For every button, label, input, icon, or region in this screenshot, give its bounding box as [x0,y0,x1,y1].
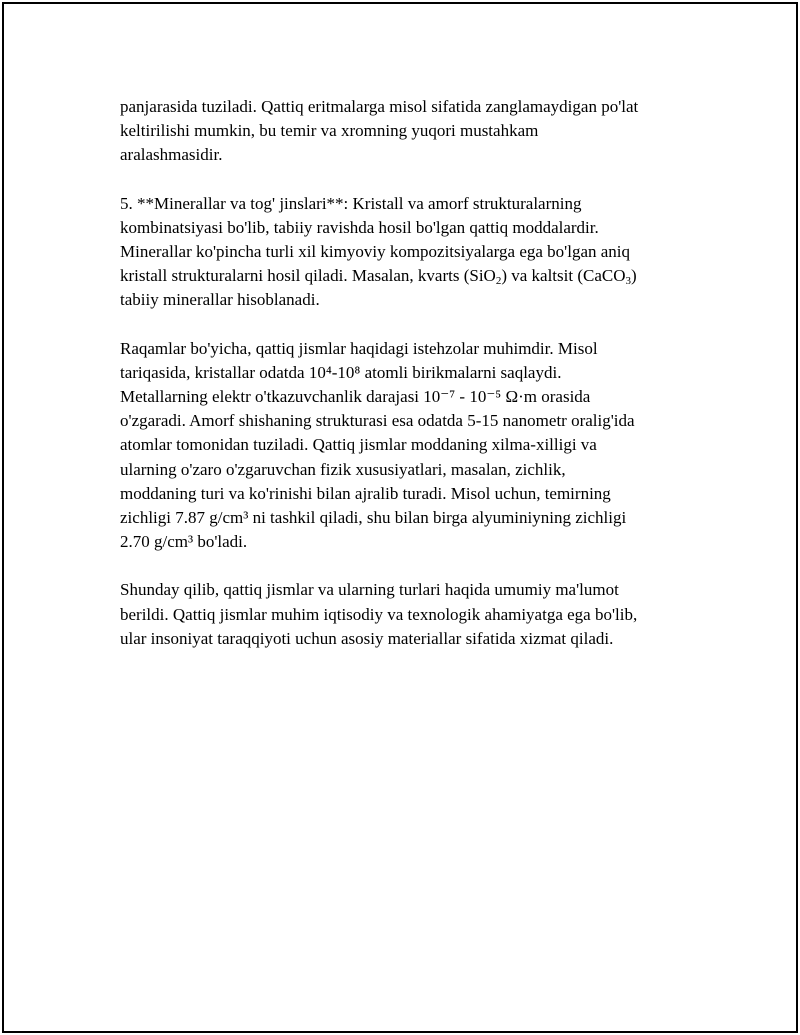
text-segment: ) [631,266,637,286]
text-line: keltirilishi mumkin, bu temir va xromning yuqori mustahkam [120,121,539,141]
text-line: zichligi 7.87 g/cm³ ni tashkil qiladi, shu bilan birga alyuminiyning zichligi [120,508,627,528]
paragraph-numbers [120,337,690,555]
subscript: 2 [495,275,502,288]
text-segment: ) va kaltsit (CaCO [501,266,626,286]
text-line: 2.70 g/cm³ bo'ladi. [120,532,248,552]
text-line: Metallarning elektr o'tkazuvchanlik darajasi 10⁻⁷ - 10⁻⁵ Ω·m orasida [120,387,591,407]
text-line: Raqamlar bo'yicha, qattiq jismlar haqidagi istehzolar muhimdir. Misol [120,338,598,358]
text-line: Shunday qilib, qattiq jismlar va ularning turlari haqida umumiy ma'lumot [120,580,619,600]
text-line: ular insoniyat taraqqiyoti uchun asosiy materiallar sifatida xizmat qiladi. [120,628,614,648]
text-line: moddaning turi va ko'rinishi bilan ajralib turadi. Misol uchun, temirning [120,483,611,503]
text-line: Minerallar ko'pincha turli xil kimyoviy kompozitsiyalarga ega bo'lgan aniq [120,242,631,262]
document-body [120,95,690,675]
page-frame [2,2,798,1033]
text-line: aralashmasidir. [120,145,223,165]
text-line: tariqasida, kristallar odatda 10⁴-10⁸ atomli birikmalarni saqlaydi. [120,362,562,382]
text-segment: kristall strukturalarni hosil qiladi. Masalan, kvarts (SiO [120,266,496,286]
subscript: 3 [625,275,631,288]
text-line-formulas [120,264,690,288]
text-line: tabiiy minerallar hisoblanadi. [120,290,320,310]
paragraph-solid-solutions [120,95,690,168]
text-line: 5. **Minerallar va tog' jinslari**: Kristall va amorf strukturalarning [120,193,582,213]
text-line: atomlar tomonidan tuziladi. Qattiq jismlar moddaning xilma-xilligi va [120,435,597,455]
text-line: ularning o'zaro o'zgaruvchan fizik xususiyatlari, masalan, zichlik, [120,459,566,479]
text-line: o'zgaradi. Amorf shishaning strukturasi esa odatda 5-15 nanometr oralig'ida [120,411,635,431]
paragraph-minerals [120,192,690,313]
paragraph-conclusion [120,578,690,651]
text-line: kombinatsiyasi bo'lib, tabiiy ravishda hosil bo'lgan qattiq moddalardir. [120,217,599,237]
text-line: berildi. Qattiq jismlar muhim iqtisodiy va texnologik ahamiyatga ega bo'lib, [120,604,638,624]
text-line: panjarasida tuziladi. Qattiq eritmalarga misol sifatida zanglamaydigan po'lat [120,97,639,116]
